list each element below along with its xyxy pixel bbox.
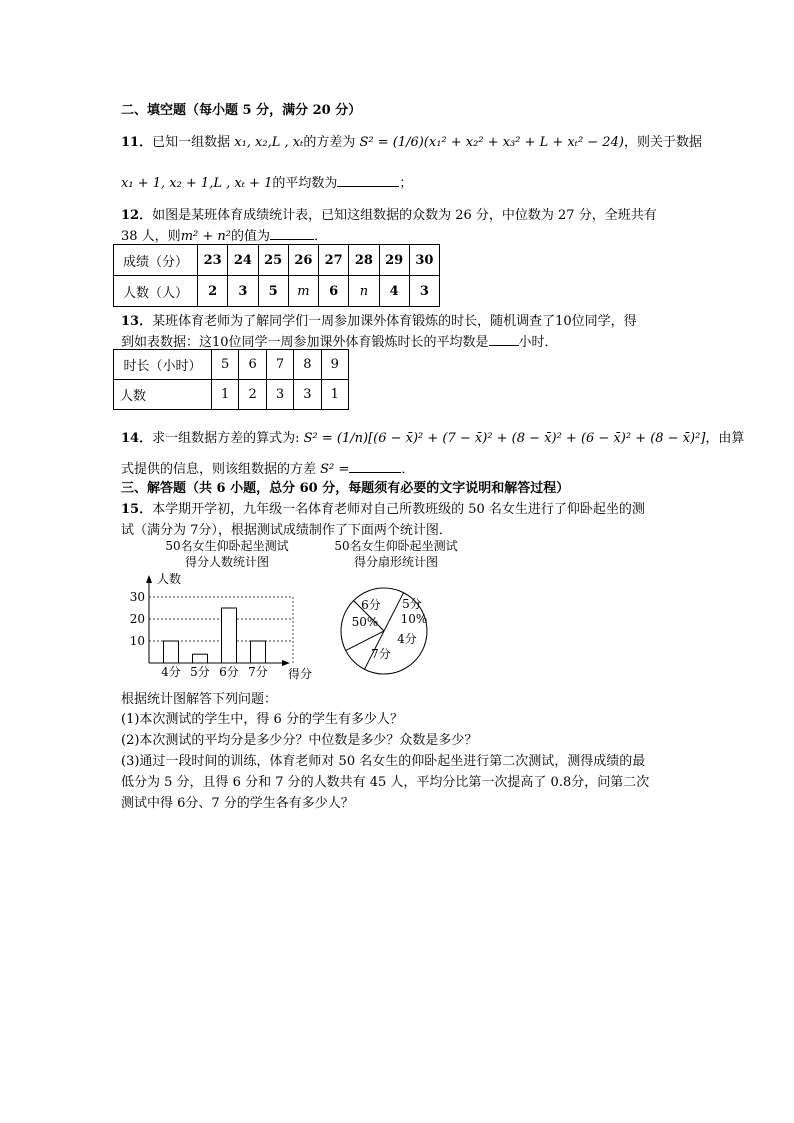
table-cell: 成绩（分） <box>114 245 198 276</box>
y-tick-label: 30 <box>129 590 145 604</box>
pie-chart-title: 50名女生仰卧起坐测试 <box>334 539 458 553</box>
q15-sub3b: 低分为 5 分，且得 6 分和 7 分的人数共有 45 人，平均分比第一次提高了 0.8分，问第二次 <box>121 775 650 790</box>
table-cell: 26 <box>288 245 318 276</box>
q13-line2b: 小时． <box>518 335 558 350</box>
q15-sub2: (2)本次测试的平均分是多少分？中位数是多少？众数是多少？ <box>121 733 478 748</box>
table-cell: 30 <box>409 245 439 276</box>
q12-line2a: 38 人，则 <box>121 229 181 244</box>
table-cell: 1 <box>212 380 239 410</box>
table-cell: 28 <box>349 245 379 276</box>
table-cell: 4 <box>379 276 409 307</box>
q11-end: ； <box>399 176 413 191</box>
table-cell: n <box>349 276 379 307</box>
pie-slice-percent: 50% <box>351 615 379 629</box>
bar <box>164 641 179 663</box>
q14-line2a: 式提供的信息，则该组数据的方差 <box>121 462 317 477</box>
question-number: 11． <box>121 135 153 150</box>
bar <box>251 641 266 663</box>
q11-formula: S² = (1/6)(x₁² + x₂² + x₃² + L + xₜ² − 24) <box>359 135 624 150</box>
q14-end: ． <box>401 462 415 477</box>
pie-slice-label: 7分 <box>371 647 391 661</box>
bar-chart-subtitle: 得分人数统计图 <box>184 555 270 569</box>
table-cell: 29 <box>379 245 409 276</box>
table-cell: 2 <box>198 276 228 307</box>
x-tick-label: 6分 <box>219 665 239 679</box>
q14-lead: 求一组数据方差的算式为: <box>152 431 300 446</box>
table-cell: 27 <box>319 245 349 276</box>
table-cell: 5 <box>212 350 239 380</box>
bar-chart-title: 50名女生仰卧起坐测试 <box>165 539 289 553</box>
q12-end: ． <box>313 229 327 244</box>
q11-mid: 的方差为 <box>303 135 356 150</box>
x-axis-label: 得分 <box>288 667 313 681</box>
table-cell: 9 <box>321 350 348 380</box>
pie-chart-subtitle: 得分扇形统计图 <box>353 555 439 569</box>
x-tick-label: 7分 <box>248 665 268 679</box>
table-cell: 25 <box>258 245 288 276</box>
table-cell: 2 <box>239 380 266 410</box>
table-cell: 3 <box>409 276 439 307</box>
y-axis-label: 人数 <box>157 572 182 586</box>
pie-slice-label: 5分 <box>402 597 422 611</box>
section3-heading: 三、解答题（共 6 小题，总分 60 分，每题须有必要的文字说明和解答过程） <box>121 481 570 496</box>
table-cell: 3 <box>228 276 258 307</box>
table-cell: 6 <box>239 350 266 380</box>
q15-sub3a: (3)通过一段时间的训练，体育老师对 50 名女生的仰卧起坐进行第二次测试，测得成绩的最 <box>121 754 646 769</box>
table-cell: 3 <box>266 380 293 410</box>
y-tick-label: 20 <box>129 612 145 626</box>
x-axis-arrow <box>282 660 290 666</box>
table-cell: 3 <box>294 380 321 410</box>
q11-data2: x₁ + 1, x₂ + 1,L , xₜ + 1 <box>121 176 273 191</box>
q11-line2: 的平均数为 <box>272 176 338 191</box>
table-cell: 8 <box>294 350 321 380</box>
q15-sub3c: 测试中得 6分、7 分的学生各有多少人？ <box>121 796 354 811</box>
bar <box>193 654 208 663</box>
y-axis-arrow <box>146 575 152 583</box>
question-number: 13． <box>121 314 153 329</box>
question-number: 12． <box>121 208 153 223</box>
table-cell: 5 <box>258 276 288 307</box>
table-cell: m <box>288 276 318 307</box>
q14-formula: S² = (1/n)[(6 − x̄)² + (7 − x̄)² + (8 − x̄)² + (6 − x̄)² + (8 − x̄)²] <box>303 431 706 446</box>
table-cell: 人数 <box>114 380 212 410</box>
table-cell: 时长（小时） <box>114 350 212 380</box>
question-number: 15． <box>121 502 153 517</box>
question-number: 14． <box>121 431 153 446</box>
section2-heading: 二、填空题（每小题 5 分，满分 20 分） <box>121 103 362 118</box>
table-cell: 6 <box>319 276 349 307</box>
q14-tail: ，由算 <box>705 431 745 446</box>
q12-line2b: 的值为 <box>230 229 270 244</box>
pie-slice-label: 6分 <box>361 598 381 612</box>
q12-line1: 如图是某班体育成绩统计表，已知这组数据的众数为 26 分，中位数为 27 分，全班共有 <box>152 208 657 223</box>
q11-lead: 已知一组数据 <box>152 135 231 150</box>
question-15-line2: 试（满分为 7分），根据测试成绩制作了下面两个统计图． <box>121 523 452 538</box>
q15-intro: 根据统计图解答下列问题： <box>121 692 278 707</box>
q13-line1: 某班体育老师为了解同学们一周参加课外体育锻炼的时长，随机调查了10位同学，得 <box>152 314 637 329</box>
q14-eq: = <box>338 462 350 477</box>
bar <box>222 608 237 663</box>
q12-expr: m² + n² <box>180 229 231 244</box>
x-tick-label: 4分 <box>161 665 181 679</box>
q11-tail: ，则关于数据 <box>623 135 702 150</box>
q13-line2a: 到如表数据：这10位同学一周参加课外体育锻炼时长的平均数是 <box>121 335 489 350</box>
pie-slice-label: 4分 <box>397 632 417 646</box>
q11-vars: x₁, x₂,L , xₜ <box>234 135 304 150</box>
q15-line1: 本学期开学初，九年级一名体育老师对自己所教班级的 50 名女生进行了仰卧起坐的测 <box>152 502 645 517</box>
pie-slice-percent: 10% <box>400 612 428 626</box>
table-cell: 7 <box>266 350 293 380</box>
y-tick-label: 10 <box>129 634 145 648</box>
q15-sub1: (1)本次测试的学生中，得 6 分的学生有多少人？ <box>121 712 403 727</box>
x-tick-label: 5分 <box>190 665 210 679</box>
table-cell: 1 <box>321 380 348 410</box>
table-cell: 23 <box>198 245 228 276</box>
q14-s2: S² <box>320 462 335 477</box>
table-cell: 人数（人） <box>114 276 198 307</box>
table-cell: 24 <box>228 245 258 276</box>
